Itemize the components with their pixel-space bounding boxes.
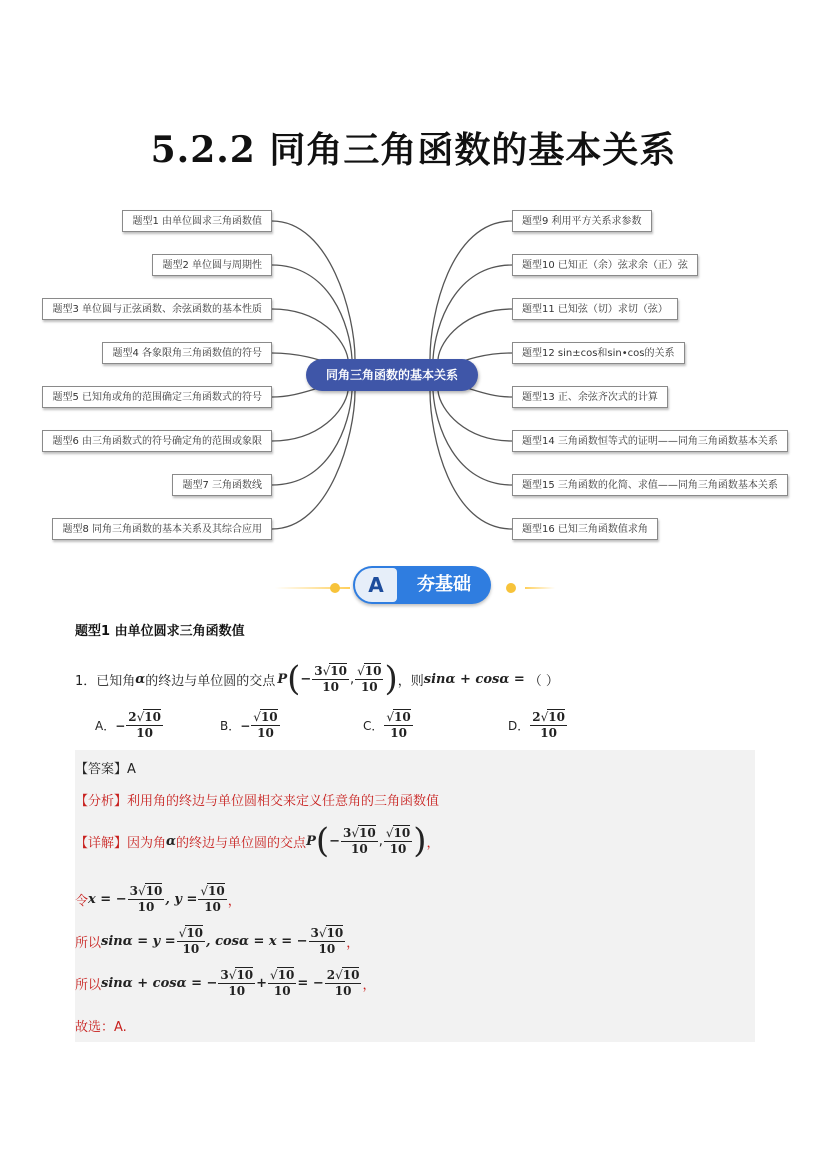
alpha-symbol: α <box>135 671 146 687</box>
question-prefix: 1．已知角 <box>75 673 136 689</box>
topic-node-4[interactable]: 题型4 各象限角三角函数值的符号 <box>102 342 272 364</box>
banner-dot-right <box>506 583 516 593</box>
topic-node-8[interactable]: 题型8 同角三角函数的基本关系及其综合应用 <box>52 518 272 540</box>
banner-text: 夯基础 <box>417 574 471 595</box>
minus-sign: − <box>300 671 312 687</box>
detail-line: 【详解】 因为角 α 的终边与单位圆的交点 P ( − $\frac{3√10}{10}$ , $\frac{√10}{10}$ ) ， <box>75 821 440 861</box>
comma: , <box>349 671 355 687</box>
mind-map-center[interactable]: 同角三角函数的基本关系 <box>306 359 478 391</box>
connector-right-8 <box>430 391 512 529</box>
paren-close: ) <box>384 659 398 699</box>
topic-node-10[interactable]: 题型10 已知正（余）弦求余（正）弦 <box>512 254 698 276</box>
answer-box <box>75 750 755 1042</box>
option-b[interactable]: B． − $\frac{√10}{10}$ <box>220 710 278 740</box>
topic-node-2[interactable]: 题型2 单位圆与周期性 <box>152 254 272 276</box>
topic-node-7[interactable]: 题型7 三角函数线 <box>172 474 272 496</box>
banner-dot-left <box>330 583 340 593</box>
topic-node-12[interactable]: 题型12 sin±cos和sin•cos的关系 <box>512 342 685 364</box>
topic-node-6[interactable]: 题型6 由三角函数式的符号确定角的范围或象限 <box>42 430 272 452</box>
options <box>95 710 715 750</box>
connector-left-2 <box>272 265 352 359</box>
topic-node-3[interactable]: 题型3 单位圆与正弦函数、余弦函数的基本性质 <box>42 298 272 320</box>
topic-node-1[interactable]: 题型1 由单位圆求三角函数值 <box>122 210 272 232</box>
point-p: P <box>277 671 288 687</box>
topic-node-5[interactable]: 题型5 已知角或角的范围确定三角函数式的符号 <box>42 386 272 408</box>
fraction-y: $\frac{√10}{10}$ <box>357 663 382 694</box>
topic-node-16[interactable]: 题型16 已知三角函数值求角 <box>512 518 658 540</box>
page-title: 5.2.2 同角三角函数的基本关系 <box>150 129 677 171</box>
question-then: ，则 <box>397 673 424 689</box>
connector-right-1 <box>430 221 512 359</box>
topic-node-9[interactable]: 题型9 利用平方关系求参数 <box>512 210 652 232</box>
topic-node-13[interactable]: 题型13 正、余弦齐次式的计算 <box>512 386 668 408</box>
final-line: 故选：A. <box>75 1020 127 1035</box>
section-banner <box>275 566 555 606</box>
analysis-line <box>75 790 439 809</box>
question-1 <box>75 659 559 699</box>
connector-left-7 <box>272 391 352 485</box>
option-c[interactable]: C． $\frac{√10}{10}$ <box>363 710 411 740</box>
topic-node-14[interactable]: 题型14 三角函数恒等式的证明——同角三角函数基本关系 <box>512 430 788 452</box>
analysis-label: 【分析】 <box>75 794 128 809</box>
so-line-2: 所以 sinα + cosα = − $\frac{3√10}{10}$ + $\frac{√10}{10}$ = − $\frac{2√10}{10}$ ， <box>75 968 376 998</box>
mind-map <box>0 195 827 550</box>
analysis-text: 利用角的终边与单位圆相交来定义任意角的三角函数值 <box>127 794 440 809</box>
connector-left-8 <box>272 391 355 529</box>
fraction-x: $\frac{3√10}{10}$ <box>314 663 347 694</box>
connector-left-3 <box>272 309 348 359</box>
so-line-1: 所以 sinα = y = $\frac{√10}{10}$ , cosα = x = − $\frac{3√10}{10}$ ， <box>75 926 360 956</box>
option-d[interactable]: D． $\frac{2√10}{10}$ <box>508 710 565 740</box>
answer-line: 【答案】A <box>75 762 136 777</box>
option-a[interactable]: A． − $\frac{2√10}{10}$ <box>95 710 161 740</box>
topic-node-15[interactable]: 题型15 三角函数的化简、求值——同角三角函数基本关系 <box>512 474 788 496</box>
answer-blank: （ ） <box>528 673 559 689</box>
topic-node-11[interactable]: 题型11 已知弦（切）求切（弦） <box>512 298 678 320</box>
connector-left-6 <box>272 391 348 441</box>
let-line: 令 x = − $\frac{3√10}{10}$ , y = $\frac{√10}{10}$ ， <box>75 884 241 914</box>
banner-line-right <box>525 587 555 589</box>
banner-letter: A <box>355 568 397 602</box>
connector-right-3 <box>438 309 512 359</box>
question-mid: 的终边与单位圆的交点 <box>145 673 276 689</box>
section-title: 题型1 由单位圆求三角函数值 <box>75 624 245 639</box>
question-expression: sinα + cosα = <box>423 671 525 687</box>
connector-right-6 <box>438 391 512 441</box>
paren-open: ( <box>287 659 301 699</box>
connector-left-1 <box>272 221 355 359</box>
